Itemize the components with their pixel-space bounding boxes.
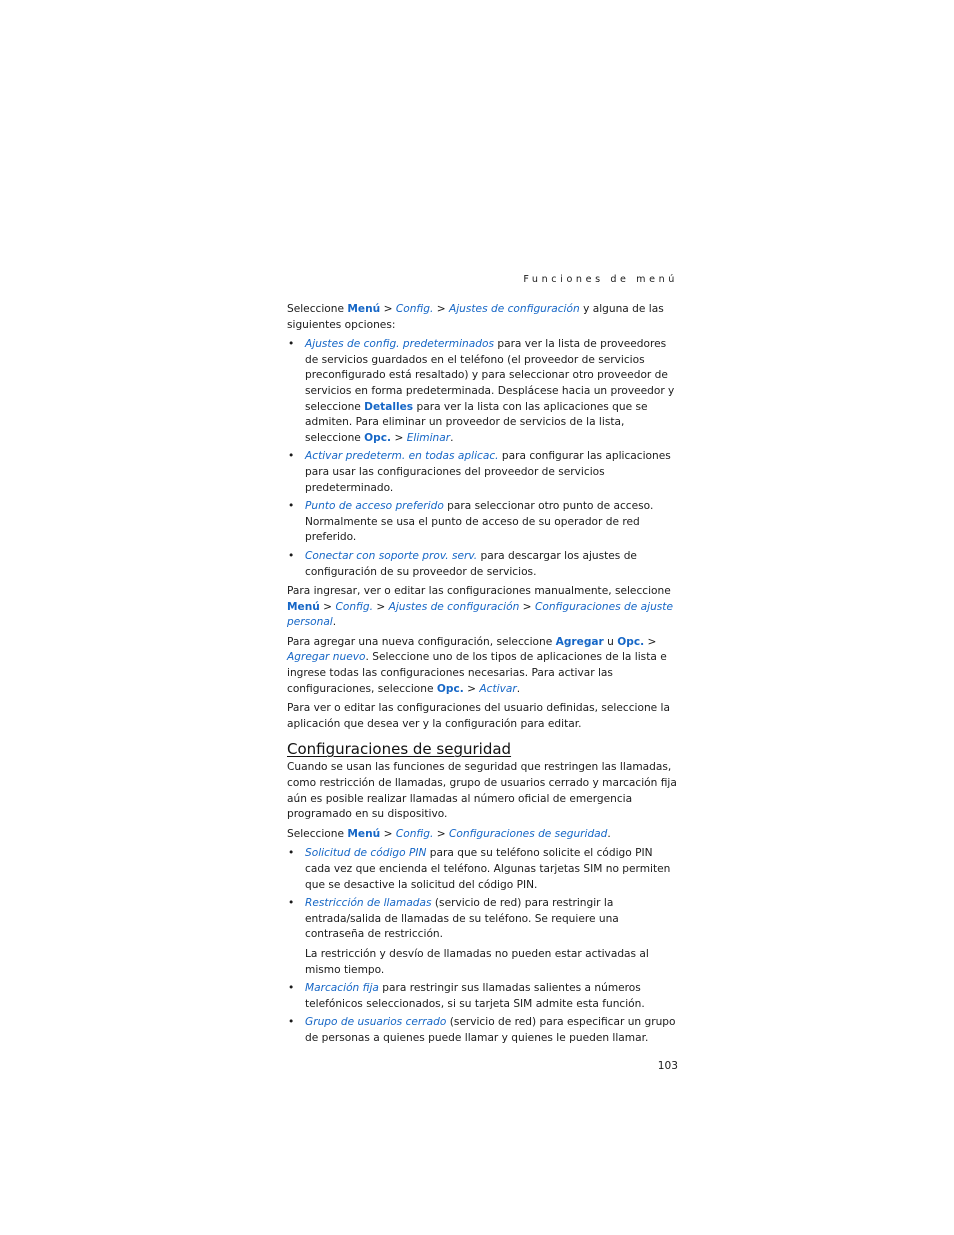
separator: > xyxy=(519,600,535,613)
menu-keyword: Menú xyxy=(347,303,381,315)
bullet-icon: • xyxy=(288,500,295,513)
config-option: Config. xyxy=(395,827,434,840)
config-options-list xyxy=(287,337,678,580)
option-name: Solicitud de código PIN xyxy=(305,847,427,860)
separator: > xyxy=(391,431,407,444)
option-name: Conectar con soporte prov. serv. xyxy=(305,549,478,562)
bullet-icon: • xyxy=(288,450,295,463)
security-intro-paragraph: Cuando se usan las funciones de seguridad que restringen las llamadas, como restricción de llamadas, grupo de usuarios cerrado y marcación fija aún es posible realizar llamadas al número oficial de emergencia programado en su dispositivo. xyxy=(287,761,677,821)
body-text: . xyxy=(332,616,337,629)
intro-paragraph xyxy=(287,302,678,333)
add-config-paragraph xyxy=(287,635,678,697)
running-head: Funciones de menú xyxy=(523,274,678,285)
options-keyword: Opc. xyxy=(617,635,645,648)
activate-option: Activar xyxy=(479,682,517,695)
list-item xyxy=(287,1015,678,1046)
security-options-list xyxy=(287,846,678,1046)
config-settings-option: Ajustes de configuración xyxy=(388,600,520,613)
option-description: para configurar las aplicaciones para usar las configuraciones del proveedor de servicios predeterminado. xyxy=(305,450,671,494)
add-keyword: Agregar xyxy=(555,635,604,648)
body-text: Para agregar una nueva configuración, seleccione xyxy=(287,635,556,648)
option-name: Activar predeterm. en todas aplicac. xyxy=(305,450,499,463)
security-settings-option: Configuraciones de seguridad xyxy=(448,827,608,840)
separator: > xyxy=(644,635,657,648)
list-item xyxy=(287,846,678,893)
options-keyword: Opc. xyxy=(364,431,392,444)
menu-keyword: Menú xyxy=(287,600,320,613)
intro-text: Seleccione xyxy=(287,303,348,315)
option-name: Punto de acceso preferido xyxy=(305,500,444,513)
option-description: . xyxy=(450,431,454,444)
bullet-icon: • xyxy=(288,338,295,351)
bullet-icon: • xyxy=(288,1016,295,1029)
option-description: para ver la lista con las aplicaciones que se admiten. Para eliminar un proveedor de servicios de la lista, seleccione xyxy=(305,400,648,444)
list-item xyxy=(287,337,678,446)
manual-config-paragraph xyxy=(287,584,678,631)
option-description: para seleccionar otro punto de acceso. Normalmente se usa el punto de acceso de su operador de red preferido. xyxy=(305,500,654,544)
body-text: u xyxy=(603,635,618,648)
separator: > xyxy=(380,303,396,315)
bullet-icon: • xyxy=(288,847,295,860)
separator: > xyxy=(319,600,336,613)
section-heading: Configuraciones de seguridad xyxy=(287,740,512,759)
bullet-icon: • xyxy=(288,982,295,995)
body-text: Seleccione xyxy=(287,827,348,840)
options-keyword: Opc. xyxy=(436,682,464,695)
option-name: Grupo de usuarios cerrado xyxy=(305,1016,447,1029)
option-description: (servicio de red) para especificar un grupo de personas a quienes puede llamar y quienes le pueden llamar. xyxy=(305,1016,676,1044)
option-name: Marcación fija xyxy=(305,982,379,995)
separator: > xyxy=(380,827,396,840)
list-item xyxy=(287,449,678,496)
option-name: Ajustes de config. predeterminados xyxy=(305,338,494,351)
body-text: . Seleccione uno de los tipos de aplicaciones de la lista e ingrese todas las configuraciones necesarias. Para activar las configuraciones, seleccione xyxy=(287,651,667,695)
list-item xyxy=(287,549,678,580)
list-item xyxy=(287,981,678,1012)
option-description: para descargar los ajustes de configuración de su proveedor de servicios. xyxy=(305,549,637,578)
body-text: . xyxy=(516,682,521,695)
config-option: Config. xyxy=(335,600,373,613)
option-description: para que su teléfono solicite el código PIN cada vez que encienda el teléfono. Algunas tarjetas SIM no permiten que se desactive la solicitud del código PIN. xyxy=(305,847,671,891)
page-number: 103 xyxy=(657,1059,678,1072)
security-select-paragraph xyxy=(287,827,678,843)
config-option: Config. xyxy=(395,303,434,315)
list-item xyxy=(287,896,678,978)
separator: > xyxy=(463,682,480,695)
manual-page xyxy=(287,272,678,1074)
option-description: para restringir sus llamadas salientes a números telefónicos seleccionados, si su tarjeta SIM admite esta función. xyxy=(305,982,645,1010)
separator: > xyxy=(433,827,449,840)
config-settings-option: Ajustes de configuración xyxy=(448,303,580,315)
menu-keyword: Menú xyxy=(347,827,381,840)
separator: > xyxy=(433,303,449,315)
personal-config-option: Configuraciones de ajuste personal xyxy=(287,600,673,629)
intro-text: y alguna de las siguientes opciones: xyxy=(287,303,664,331)
separator: > xyxy=(372,600,389,613)
bullet-icon: • xyxy=(288,549,295,562)
add-new-option: Agregar nuevo xyxy=(287,651,366,664)
delete-option: Eliminar xyxy=(406,431,451,444)
option-description: para ver la lista de proveedores de servicios guardados en el teléfono (el proveedor de servicios preconfigurado está resaltado) y para seleccionar otro proveedor de servicios en forma predeterminada. Desplácese hacia un proveedor y seleccione xyxy=(305,338,675,413)
body-text: Para ingresar, ver o editar las configuraciones manualmente, seleccione xyxy=(287,585,671,598)
view-config-paragraph: Para ver o editar las configuraciones del usuario definidas, seleccione la aplicación que desea ver y la configuración para editar. xyxy=(287,702,670,730)
details-keyword: Detalles xyxy=(364,400,414,413)
option-name: Restricción de llamadas xyxy=(305,897,432,910)
bullet-icon: • xyxy=(288,897,295,910)
note-text: La restricción y desvío de llamadas no pueden estar activadas al mismo tiempo. xyxy=(305,947,649,976)
list-item xyxy=(287,499,678,546)
option-description: (servicio de red) para restringir la entrada/salida de llamadas de su teléfono. Se requiere una contraseña de restricción. xyxy=(305,897,619,941)
body-text: . xyxy=(607,827,611,840)
